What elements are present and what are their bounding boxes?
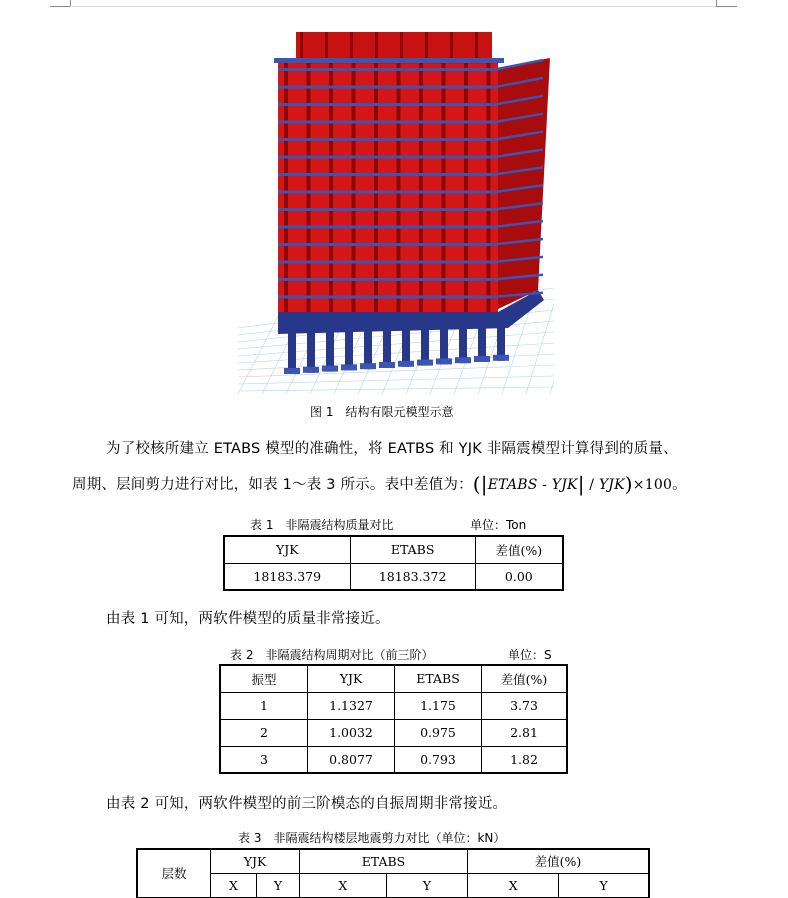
table1-unit: 单位：Ton bbox=[470, 518, 527, 532]
table2-cell: 0.8077 bbox=[308, 746, 395, 773]
table1-header-diff: 差值(%) bbox=[475, 536, 563, 563]
table1-header-yjk: YJK bbox=[224, 536, 350, 563]
table2-unit: 单位：S bbox=[508, 648, 552, 662]
structural-model-figure bbox=[238, 28, 554, 394]
table3-subheader-y: Y bbox=[256, 873, 299, 897]
paragraph-2: 由表 1 可知，两软件模型的质量非常接近。 bbox=[106, 611, 390, 627]
paragraph-line-2-end: 。 bbox=[672, 477, 687, 493]
table3-header-storey: 层数 bbox=[137, 849, 211, 897]
paragraph-line-2-text: 周期、层间剪力进行对比，如表 1～表 3 所示。表中差值为： bbox=[72, 477, 473, 493]
table2-cell: 2 bbox=[220, 719, 308, 746]
table1-cell: 18183.372 bbox=[350, 563, 475, 590]
table2-cell: 2.81 bbox=[482, 719, 568, 746]
table2-cell: 3 bbox=[220, 746, 308, 773]
table2-cell: 0.975 bbox=[395, 719, 482, 746]
table2-cell: 1.0032 bbox=[308, 719, 395, 746]
table2-cell: 1.175 bbox=[395, 692, 482, 719]
difference-formula: (|ETABS - YJK| / YJK)×100 bbox=[472, 472, 673, 496]
table2-cell: 0.793 bbox=[395, 746, 482, 773]
table2-cell: 1.1327 bbox=[308, 692, 395, 719]
table2-period-comparison bbox=[219, 664, 568, 774]
paragraph-line-1: 为了校核所建立 ETABS 模型的准确性，将 EATBS 和 YJK 非隔震模型计算得到的质量、 bbox=[106, 441, 678, 457]
table1-header-etabs: ETABS bbox=[350, 536, 475, 563]
table3-header-etabs: ETABS bbox=[299, 849, 467, 873]
formula-slash: / bbox=[584, 477, 599, 493]
formula-term-c: YJK bbox=[598, 477, 625, 493]
table3-subheader-y: Y bbox=[386, 873, 467, 897]
table3-storey-shear-comparison bbox=[136, 848, 650, 898]
page-corner-mark-right bbox=[716, 0, 737, 7]
table2-header-etabs: ETABS bbox=[395, 665, 482, 692]
table3-subheader-x: X bbox=[467, 873, 558, 897]
table3-subheader-x: X bbox=[211, 873, 257, 897]
table2-caption: 表 2 非隔震结构周期对比（前三阶） bbox=[230, 648, 434, 662]
table3-subheader-y: Y bbox=[559, 873, 649, 897]
table2-cell: 1 bbox=[220, 692, 308, 719]
formula-times-100: ×100 bbox=[632, 477, 673, 493]
figure-caption: 图 1 结构有限元模型示意 bbox=[310, 405, 454, 419]
formula-minus: - bbox=[537, 477, 552, 493]
table2-cell: 3.73 bbox=[482, 692, 568, 719]
table3-header-diff: 差值(%) bbox=[467, 849, 649, 873]
page-top-border bbox=[70, 6, 716, 7]
table3-subheader-x: X bbox=[299, 873, 386, 897]
page-corner-mark-left bbox=[50, 0, 71, 7]
paragraph-line-2 bbox=[72, 472, 687, 496]
table1-cell: 0.00 bbox=[475, 563, 563, 590]
table2-header-yjk: YJK bbox=[308, 665, 395, 692]
formula-term-b: YJK bbox=[551, 477, 578, 493]
table3-caption: 表 3 非隔震结构楼层地震剪力对比（单位：kN） bbox=[238, 831, 506, 845]
table2-cell: 1.82 bbox=[482, 746, 568, 773]
table2-header-diff: 差值(%) bbox=[482, 665, 568, 692]
table2-header-mode: 振型 bbox=[220, 665, 308, 692]
table1-mass-comparison bbox=[223, 535, 564, 591]
paragraph-3: 由表 2 可知，两软件模型的前三阶模态的自振周期非常接近。 bbox=[106, 796, 508, 812]
table1-cell: 18183.379 bbox=[224, 563, 350, 590]
table1-caption: 表 1 非隔震结构质量对比 bbox=[250, 518, 394, 532]
formula-term-a: ETABS bbox=[487, 477, 538, 493]
table3-header-yjk: YJK bbox=[211, 849, 300, 873]
